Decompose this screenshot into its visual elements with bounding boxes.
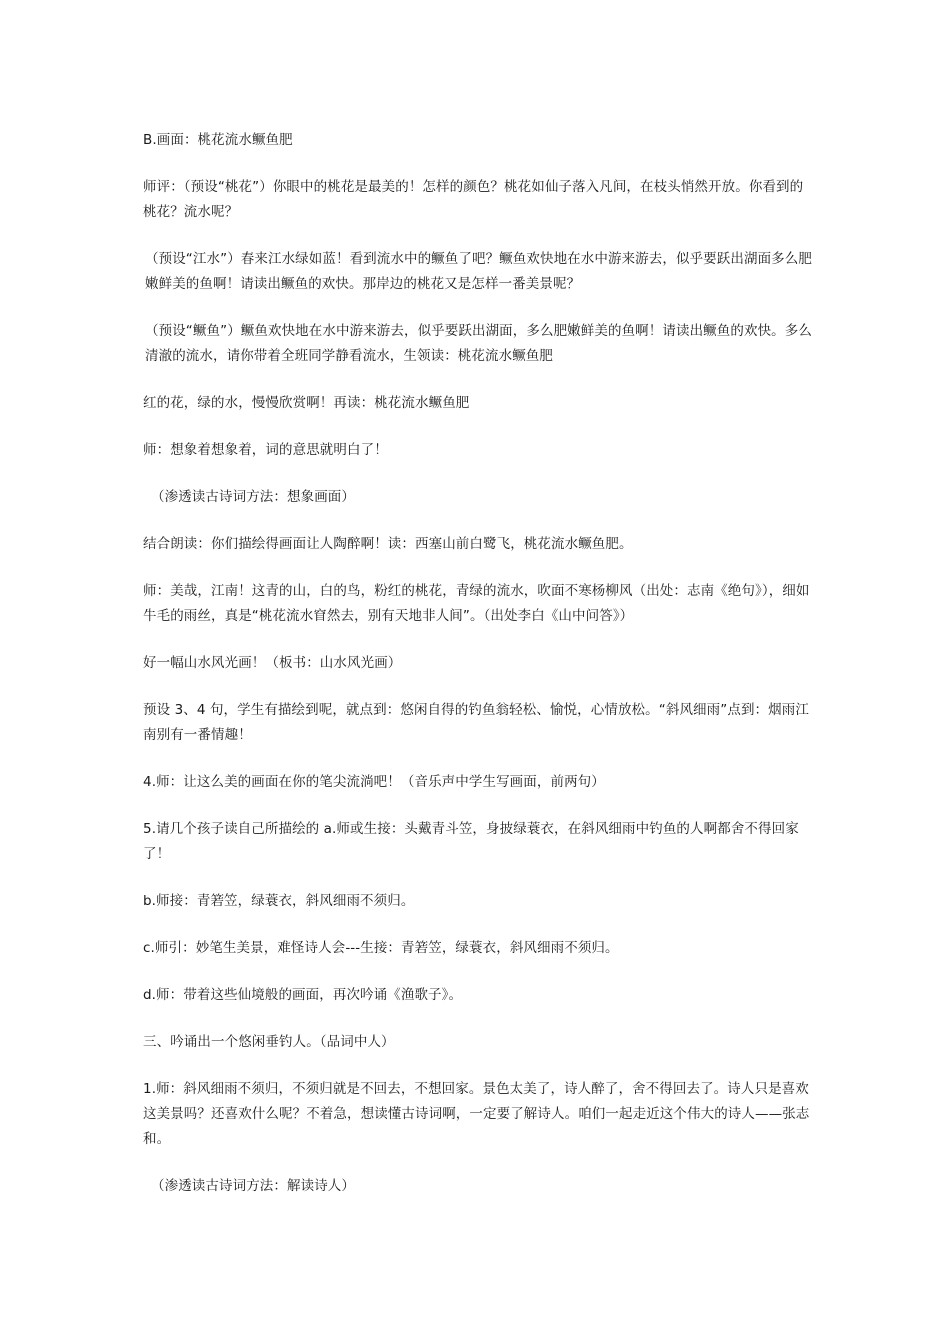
preset-river-paragraph: （预设“江水”）春来江水绿如蓝！看到流水中的鳜鱼了吧？鳜鱼欢快地在水中游来游去，似乎要跃出湖面多么肥嫩鲜美的鱼啊！请读出鳜鱼的欢快。那岸边的桃花又是怎样一番美景呢？ [145, 251, 812, 292]
preset-lines-3-4-paragraph: 预设 3、4 句，学生有描绘到呢，就点到：悠闲自得的钓鱼翁轻松、愉悦，心情放松。“斜风细雨”点到：烟雨江南别有一番情趣！ [143, 702, 809, 743]
step-4-paragraph: 4.师：让这么美的画面在你的笔尖流淌吧！（音乐声中学生写画面，前两句） [143, 774, 605, 790]
step-d-paragraph: d.师：带着这些仙境般的画面，再次吟诵《渔歌子》。 [143, 987, 463, 1003]
board-note-paragraph: 好一幅山水风光画！（板书：山水风光画） [143, 655, 402, 671]
section-heading-b: B.画面：桃花流水鳜鱼肥 [143, 132, 293, 148]
step-b-paragraph: b.师接：青箬笠，绿蓑衣，斜风细雨不须归。 [143, 893, 415, 909]
teacher-imagine-paragraph: 师：想象着想象着，词的意思就明白了！ [143, 442, 388, 458]
method-note-poet: （渗透读古诗词方法：解读诗人） [151, 1178, 355, 1194]
combined-reading-paragraph: 结合朗读：你们描绘得画面让人陶醉啊！读：西塞山前白鹭飞，桃花流水鳜鱼肥。 [143, 536, 633, 552]
section-three-heading: 三、吟诵出一个悠闲垂钓人。（品词中人） [143, 1034, 395, 1050]
reread-paragraph: 红的花，绿的水，慢慢欣赏啊！再读：桃花流水鳜鱼肥 [143, 395, 470, 411]
preset-fish-paragraph: （预设“鳜鱼”）鳜鱼欢快地在水中游来游去，似乎要跃出湖面，多么肥嫩鲜美的鱼啊！请读出鳜鱼的欢快。多么清澈的流水，请你带着全班同学静看流水，生领读：桃花流水鳜鱼肥 [145, 323, 812, 364]
teacher-poet-paragraph: 1.师：斜风细雨不须归，不须归就是不回去，不想回家。景色太美了，诗人醉了，舍不得回去了。诗人只是喜欢这美景吗？还喜欢什么呢？不着急，想读懂古诗词啊，一定要了解诗人。咱们一起走近这个伟大的诗人——张志和。 [143, 1081, 810, 1147]
document-page [143, 128, 813, 1221]
step-5-paragraph: 5.请几个孩子读自己所描绘的 a.师或生接：头戴青斗笠，身披绿蓑衣，在斜风细雨中钓鱼的人啊都舍不得回家了！ [143, 821, 799, 862]
teacher-comment-peach: 师评：（预设“桃花”）你眼中的桃花是最美的！怎样的颜色？桃花如仙子落入凡间，在枝头悄然开放。你看到的桃花？流水呢？ [143, 179, 804, 220]
step-c-paragraph: c.师引：妙笔生美景，难怪诗人会---生接：青箬笠，绿蓑衣，斜风细雨不须归。 [143, 940, 619, 956]
method-note-imagine: （渗透读古诗词方法：想象画面） [151, 489, 355, 505]
teacher-jiangnan-paragraph: 师：美哉，江南！这青的山，白的鸟，粉红的桃花，青绿的流水，吹面不寒杨柳风（出处：志南《绝句》），细如牛毛的雨丝，真是“桃花流水窅然去，别有天地非人间”。（出处李白《山中问答》） [143, 583, 810, 624]
